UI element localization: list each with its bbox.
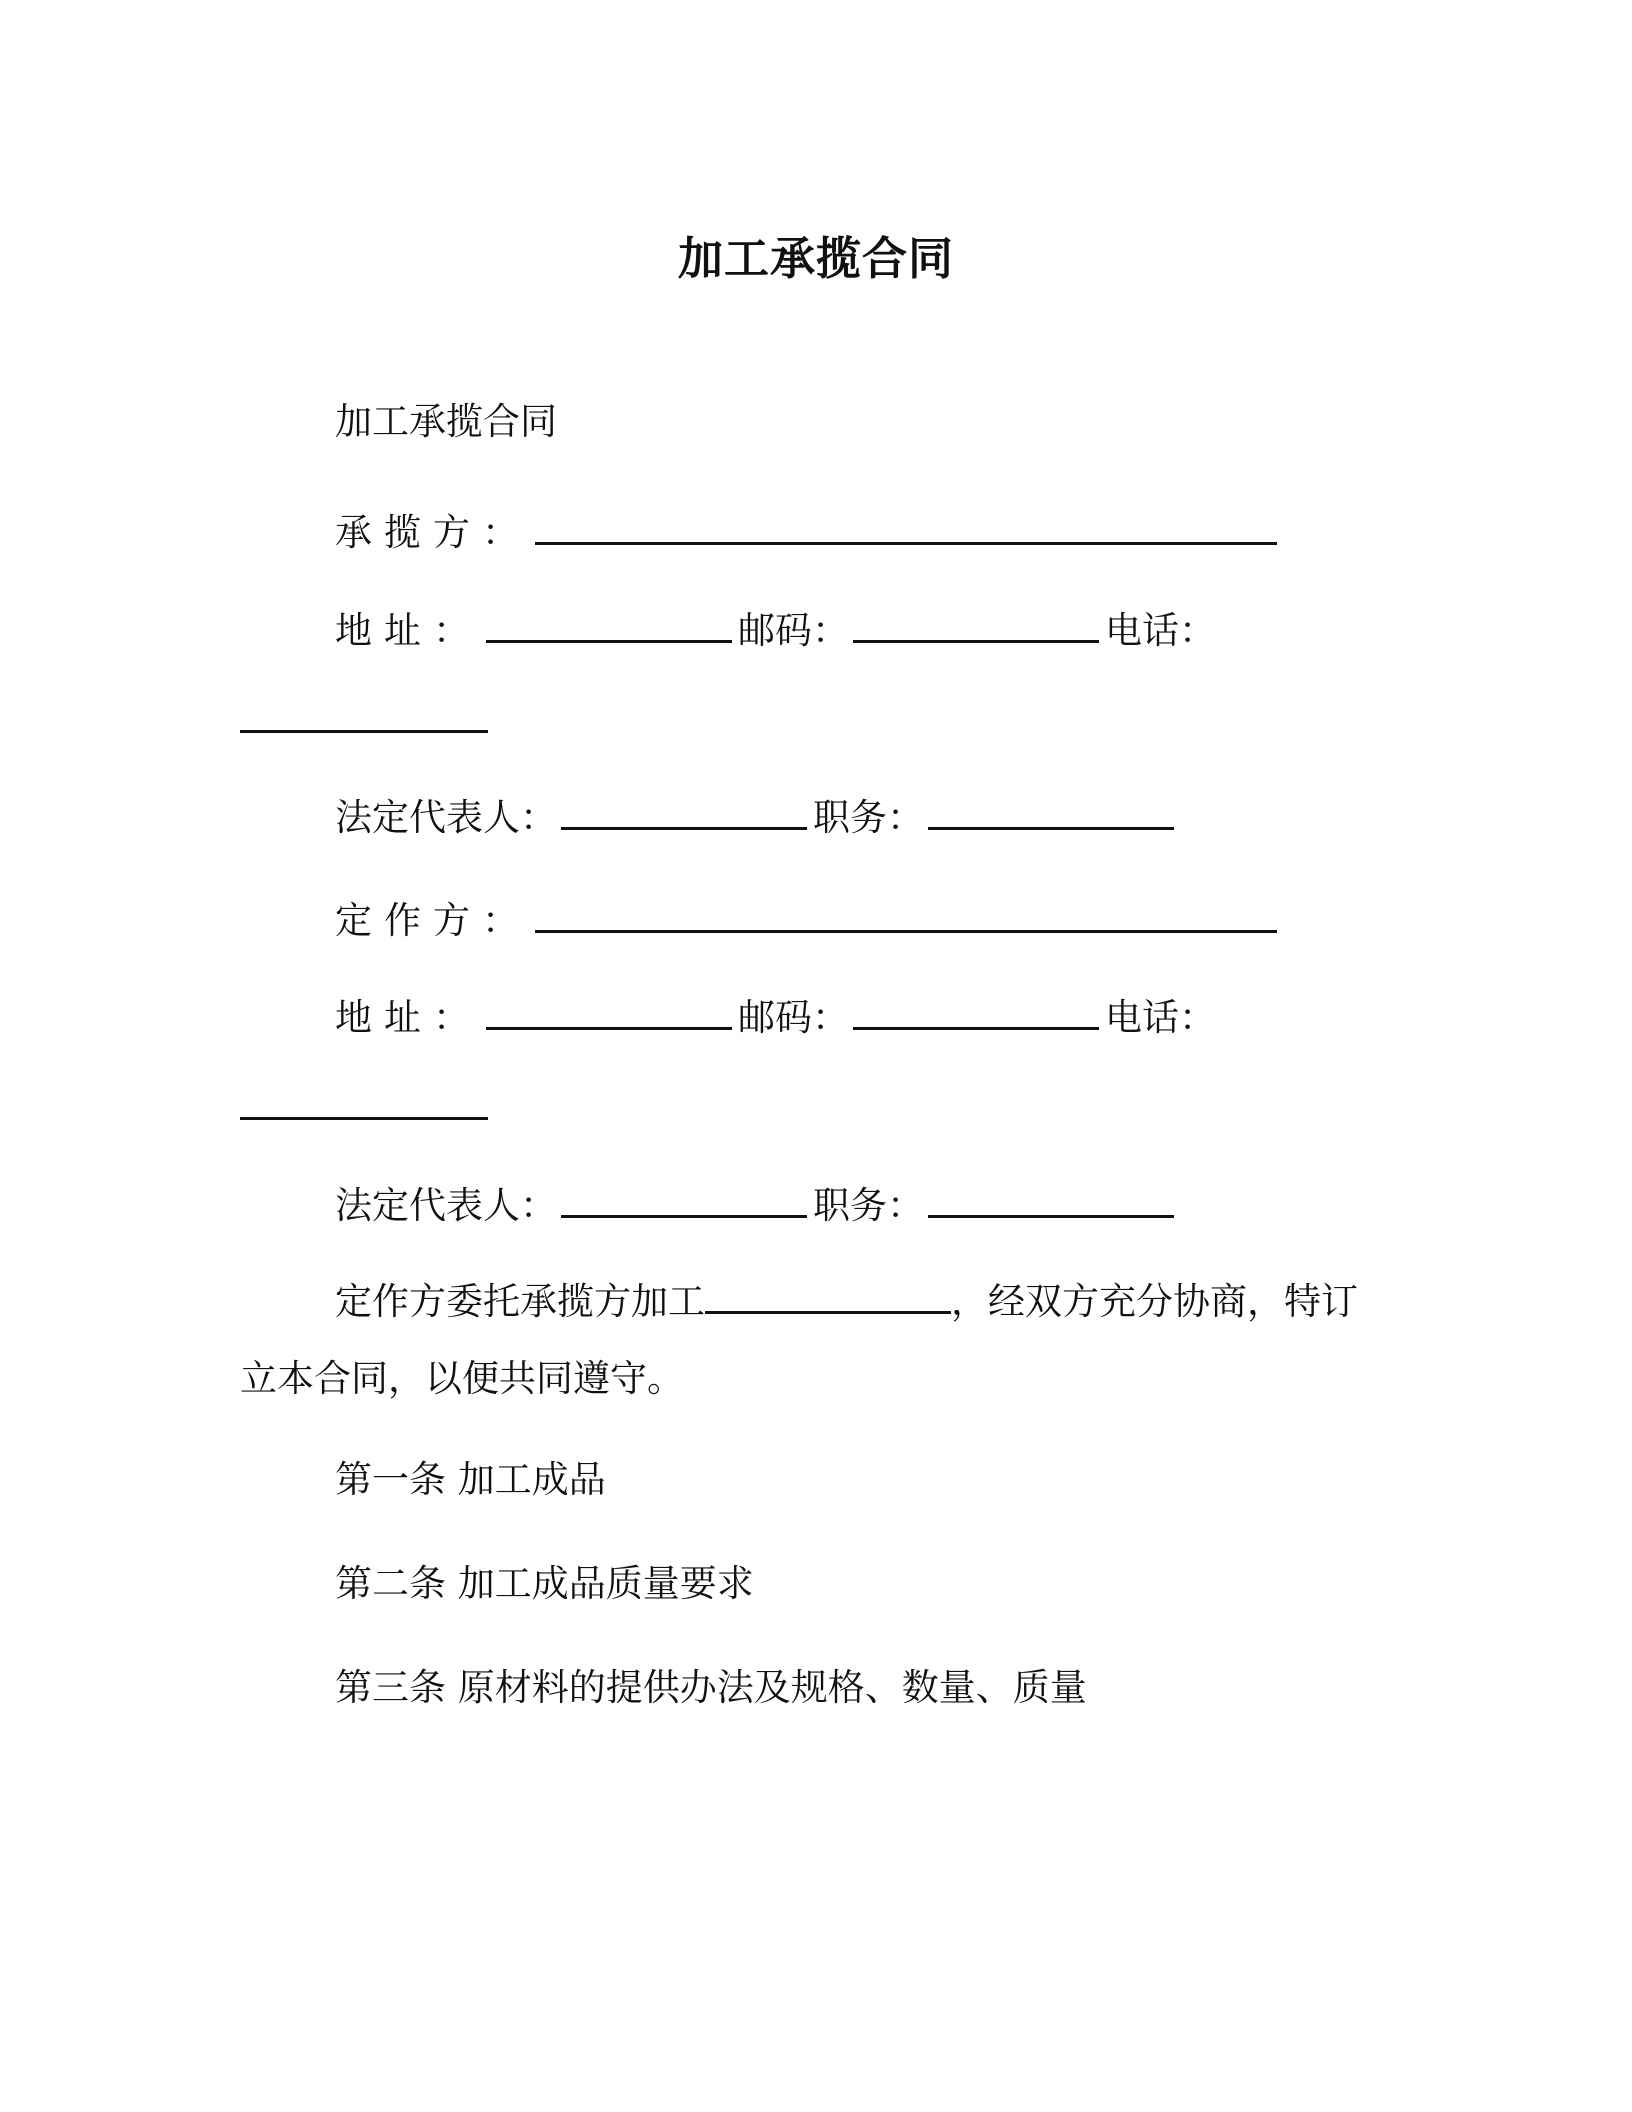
client-party-blank[interactable] [535,900,1277,933]
contractor-legal-rep-label: 法定代表人： [335,796,557,839]
client-postcode-blank[interactable] [853,997,1099,1030]
contractor-party-label: 承揽方： [335,511,531,554]
document-subtitle: 加工承揽合同 [335,400,557,443]
contractor-position-blank[interactable] [928,797,1174,830]
client-legal-rep-line [335,1184,1180,1227]
contractor-phone-blank[interactable] [240,700,488,733]
contractor-postcode-blank[interactable] [853,610,1099,643]
client-legal-rep-label: 法定代表人： [335,1184,557,1227]
contractor-legal-rep-blank[interactable] [561,797,807,830]
client-address-label: 地址： [335,996,482,1039]
article-1: 第一条 加工成品 [335,1458,606,1501]
contractor-phone-label: 电话： [1105,609,1216,652]
contractor-address-line [335,609,1216,652]
preamble-line-1 [335,1280,1358,1323]
preamble-start: 定作方委托承揽方加工 [335,1280,705,1323]
preamble-mid: ，经双方充分协商，特订 [951,1280,1358,1323]
contractor-address-label: 地址： [335,609,482,652]
client-address-line [335,996,1216,1039]
client-position-blank[interactable] [928,1185,1174,1218]
client-legal-rep-blank[interactable] [561,1185,807,1218]
contractor-postcode-label: 邮码： [738,609,849,652]
preamble-line-2: 立本合同，以便共同遵守。 [240,1357,684,1400]
article-3: 第三条 原材料的提供办法及规格、数量、质量 [335,1666,1087,1709]
client-phone-wrap-line [240,1087,494,1126]
client-phone-blank[interactable] [240,1087,488,1120]
contractor-position-label: 职务： [813,796,924,839]
contractor-phone-wrap-line [240,700,494,739]
document-title: 加工承揽合同 [677,232,954,285]
client-party-label: 定作方： [335,899,531,942]
contractor-address-blank[interactable] [486,610,732,643]
client-address-blank[interactable] [486,997,732,1030]
client-party-line [335,899,1283,942]
contractor-legal-rep-line [335,796,1180,839]
article-2: 第二条 加工成品质量要求 [335,1562,754,1605]
client-postcode-label: 邮码： [738,996,849,1039]
client-position-label: 职务： [813,1184,924,1227]
client-phone-label: 电话： [1105,996,1216,1039]
contractor-party-line [335,511,1283,554]
contractor-party-blank[interactable] [535,512,1277,545]
processing-item-blank[interactable] [705,1281,951,1314]
